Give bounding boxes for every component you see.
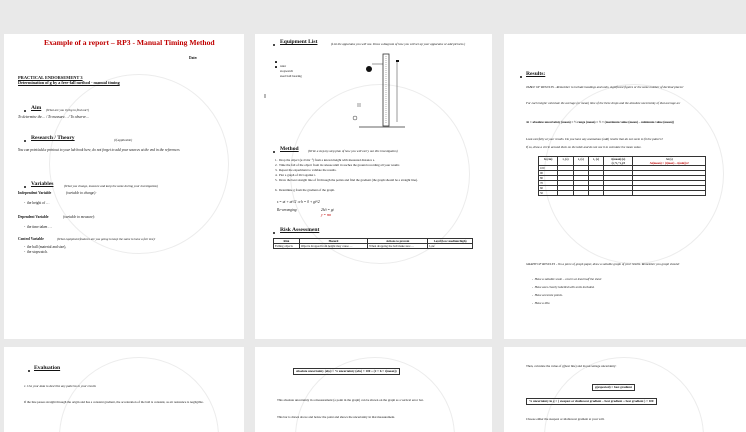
table-cell: Falling objects (274, 244, 300, 249)
table-row (274, 244, 473, 249)
table-note-2: For each height: calculate the average (or mean) time of the three drops and the absolute uncertainty of that average as: (526, 101, 681, 105)
aim-hint: (What are you trying to find out?) (46, 108, 90, 112)
method-step: 4. Plot a graph of 2h/t against t. (275, 173, 316, 177)
report-page-2 (255, 34, 492, 339)
table-header: t₂ (s) (573, 157, 588, 166)
header-subtext: Δt(mean) = (t(max) – t(min))/2 (649, 161, 689, 165)
dependent-item-text: the time taken … (27, 225, 52, 229)
graph-item-text: Have a title. (534, 301, 551, 305)
graph-item: - Have a title. (532, 301, 551, 305)
table-cell: Objects dropped from height may cause … (299, 244, 367, 249)
graph-item: - Have accurate points. (532, 293, 563, 297)
risk-heading: Risk Assessment (280, 227, 320, 233)
graph-item-text: Have a suitable scale – covers at least half the sheet (534, 277, 602, 281)
graph-item: - Have a suitable scale – covers at least half the sheet (532, 277, 602, 281)
table-cell: 100 (539, 166, 558, 171)
anomaly-note: Look carefully at your results. Do you have any anomalous (odd) results that do not seem to fit the pattern? (526, 137, 664, 141)
report-page-1 (4, 34, 244, 339)
g-uncertainty-box: % uncertainty in g = ( steepest or shallowest gradient – best gradient ÷ best gradient ) × 100 (526, 398, 657, 405)
method-heading: Method (280, 146, 299, 152)
control-hint: (What equipment/features are you going to keep the same to have a fair test): (57, 237, 156, 241)
table-cell: Low (428, 244, 473, 249)
independent-hint: (variable to change): (66, 191, 97, 195)
gradient-choice-text: Choose either the steepest or shallowest gradient at your will. (526, 417, 605, 421)
table-header: Risk (274, 239, 300, 244)
table-header: h (cm) (539, 157, 558, 166)
table-cell: When dropping the ball make sure … (368, 244, 428, 249)
g-calc-text: Then, calculate the value of g(best line) and its percentage uncertainty: (526, 364, 617, 368)
evaluation-item: 1. Use your data to describe any patterns in your results (24, 384, 96, 388)
g-expected-box: g(expected) = best gradient (592, 384, 635, 391)
evaluation-text: If the line passes straight through the origin and has a constant gradient, the acceleration of the ball is constant, as air resistance is negligible. (24, 400, 204, 404)
method-step-text: Plot a graph of 2h/t against t. (278, 173, 316, 177)
equipment-hint: (List the apparatus you will use. Draw a diagram of how you will set up your apparatus or add pictures.) (331, 42, 466, 46)
graph-item-text: Have accurate points. (534, 293, 563, 297)
header-text: t(mean) (s) (611, 157, 626, 161)
research-text: You can print/add a printout to your lab book here, do not forget to add your sources at the end in the references (18, 148, 180, 152)
header-text: Δt (s) (665, 157, 673, 161)
uncertainty-text-2: This bar is drawn above and below the point and shows the uncertainty in that measurement. (277, 415, 396, 419)
research-hint: (if applicable) (114, 138, 133, 142)
risk-table (273, 238, 473, 249)
aim-heading: Aim (31, 105, 42, 111)
results-heading: Results: (526, 71, 546, 77)
dependent-label: Dependent Variable (18, 215, 49, 219)
equipment-item: stopwatch (280, 69, 293, 73)
table-header (633, 157, 706, 166)
method-equation: 2h/t = gt (321, 208, 334, 212)
bullet (28, 370, 30, 372)
graph-note: GRAPH OF RESULTS - On a piece of graph paper, draw a suitable graph of your results. Remember you graph should: (526, 262, 680, 266)
method-step-text: Determine g from the gradient of the graph. (278, 188, 335, 192)
control-item-text: the ball (material and size), (27, 245, 67, 249)
report-page-3 (504, 34, 746, 339)
table-cell: 70 (539, 181, 558, 186)
table-header: t₁ (s) (558, 157, 573, 166)
variables-hint: (What you change, measure and keep the same during your investigation) (64, 184, 158, 188)
variables-heading: Variables (31, 181, 54, 187)
independent-item-text: the height of … (27, 201, 50, 205)
apparatus-drawing (255, 34, 492, 144)
table-cell: 60 (539, 186, 558, 191)
bullet (520, 76, 522, 78)
bullet (24, 140, 26, 142)
dependent-item: - the time taken … (24, 225, 52, 229)
report-page-5 (255, 347, 492, 432)
dependent-hint: (variable to measure): (63, 215, 96, 219)
results-table (538, 156, 706, 196)
table-cell: 80 (539, 176, 558, 181)
method-step: 2. Time the fall of the object from its release until it reaches the ground recording all your results (275, 163, 400, 167)
evaluation-heading: Evaluation (34, 365, 61, 371)
anomaly-note-2: If so, draw a circle around them on the table and do not use it to calculate the mean value. (526, 145, 642, 149)
watermark (49, 74, 229, 254)
equipment-item: steel ball bearing (280, 74, 302, 78)
uncertainty-formula: Δt = absolute uncertainty (mean) = ½ range (mean) = ½ × (maximum value (mean) – minimum value (mean)) (526, 120, 674, 124)
method-step: 5. Draw the best straight line of fit through the points and find the gradient (the graph should be a straight line). (275, 178, 418, 182)
method-equation: s = ut + at²/2 ⇒ h = 0 + gt²/2 (277, 200, 320, 204)
table-header-row (539, 157, 706, 166)
method-step: 1. Drop the object (u=0 ms⁻¹) from a known height with measured distance s. (275, 158, 375, 162)
table-header: Actions to prevent (368, 239, 428, 244)
table-note: TABLE OF RESULTS - Remember to include headings and units, significant figures or the same number of decimal places! (526, 85, 684, 89)
table-row (539, 191, 706, 196)
date-label: Date: (189, 56, 198, 60)
equipment-heading: Equipment List (280, 39, 318, 45)
graph-item-text: Have axes clearly labelled with units included. (534, 285, 595, 289)
method-step-text: Draw the best straight line of fit through the points and find the gradient (the graph should be a straight line). (278, 178, 418, 182)
aim-line: To determine the… / To measure… / To observe… (18, 115, 90, 119)
table-header: Level (low/ medium/high) (428, 239, 473, 244)
uncertainty-box: absolute uncertainty (abs) = % uncertainty (abs) × 100 ÷ (2 × h × t(mean)) (293, 368, 400, 375)
method-step-text: Time the fall of the object from its release until it reaches the ground recording all your results (278, 163, 400, 167)
control-item: - the stopwatch. (24, 250, 48, 254)
endorsement-heading: PRACTICAL ENDORSEMENT 3 (18, 75, 83, 80)
control-item: - the ball (material and size), (24, 245, 67, 249)
table-header: t₃ (s) (588, 157, 603, 166)
method-equation-linear: y = mx (321, 213, 332, 217)
bullet (24, 186, 26, 188)
bullet (273, 232, 275, 234)
equipment-item: ruler (280, 64, 287, 68)
table-header: Hazard (299, 239, 367, 244)
method-step-text: Repeat the experiment to validate the results. (278, 168, 337, 172)
table-cell: 50 (539, 191, 558, 196)
uncertainty-text: This absolute uncertainty in a measurement (a point in the graph) can be shown on the graph as a vertical error bar. (277, 398, 424, 402)
independent-label: Independent Variable (18, 191, 52, 195)
report-title: Example of a report – RP3 - Manual Timing Method (44, 38, 215, 47)
rearranging-label: Re-arranging (277, 208, 297, 212)
research-heading: Research / Theory (31, 135, 75, 141)
header-subtext: (t₁+t₂+t₃)/3 (611, 161, 626, 165)
report-page-4 (4, 347, 244, 432)
report-subtitle: Determination of g by a free-fall method - manual timing (18, 80, 120, 85)
method-step-text: Drop the object (u=0 ms⁻¹) from a known height with measured distance s. (278, 158, 375, 162)
bullet (24, 110, 26, 112)
method-step: 3. Repeat the experiment to validate the results. (275, 168, 337, 172)
table-header (604, 157, 633, 166)
control-item-text: the stopwatch. (27, 250, 48, 254)
table-cell: 90 (539, 171, 558, 176)
method-hint: (Write a step-by-step plan of how you will carry out this investigation) (308, 149, 398, 153)
report-page-6 (504, 347, 746, 432)
method-step: 6. Determine g from the gradient of the graph. (275, 188, 335, 192)
graph-item: - Have axes clearly labelled with units included. (532, 285, 595, 289)
bullet (273, 151, 275, 153)
independent-item: - the height of … (24, 201, 50, 205)
control-label: Control Variable (18, 237, 44, 241)
watermark (59, 357, 219, 432)
